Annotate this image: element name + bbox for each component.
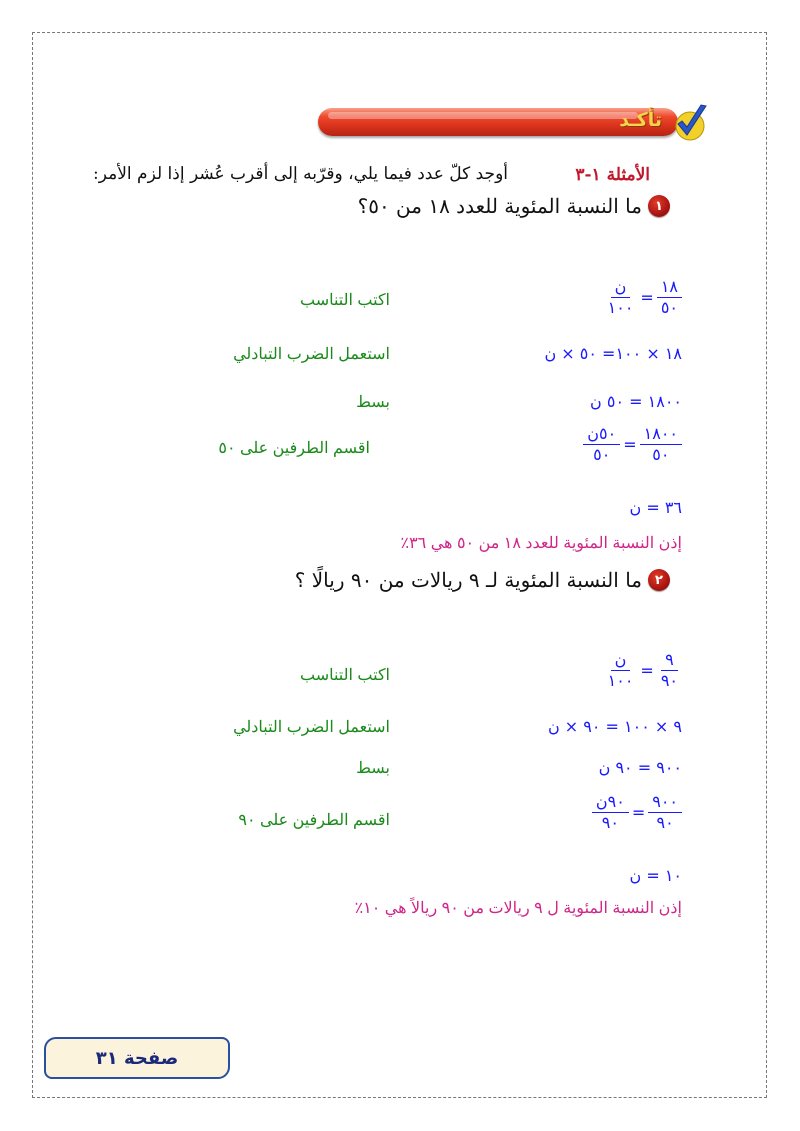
step-proportion: $\frac{٩}{٩٠}$ = $\frac{\text{ن}}{١٠٠}$: [604, 650, 682, 691]
question-number-badge: ١: [648, 195, 670, 217]
step-label: اقسم الطرفين على ٩٠: [238, 812, 390, 829]
step-label: اقسم الطرفين على ٥٠: [218, 440, 370, 457]
page-frame: [32, 32, 767, 1098]
page-number: صفحة ٣١: [95, 1047, 179, 1069]
question-1: [358, 194, 670, 218]
step-label: بسط: [356, 394, 390, 411]
step-proportion: $\frac{١٨}{٥٠}$ = $\frac{\text{ن}}{١٠٠}$: [604, 277, 682, 318]
instruction-text: أوجد كلّ عدد فيما يلي، وقرّبه إلى أقرب عُشر إذا لزم الأمر:: [93, 164, 508, 184]
step-label: استعمل الضرب التبادلي: [233, 346, 390, 363]
step-divide: $\frac{١٨٠٠}{٥٠}$ = $\frac{\text{٥٠ن}}{٥٠}$: [583, 424, 682, 465]
step-result: ١٠ = ن: [629, 866, 682, 885]
step-label: استعمل الضرب التبادلي: [233, 719, 390, 736]
banner-title: تأكـد: [619, 109, 662, 131]
step-math: ١٨٠٠ = ٥٠ ن: [590, 392, 682, 411]
fraction: $\frac{\text{٥٠ن}}{٥٠}$: [583, 424, 620, 465]
question-text: ما النسبة المئوية للعدد ١٨ من ٥٠؟: [357, 194, 642, 218]
fraction: $\frac{٩}{٩٠}$: [660, 650, 678, 690]
fraction: $\frac{\text{ن}}{١٠٠}$: [607, 277, 634, 317]
fraction: $\frac{\text{٩٠ن}}{٩٠}$: [592, 792, 629, 833]
step-divide: $\frac{٩٠٠}{٩٠}$ = $\frac{\text{٩٠ن}}{٩٠}$: [592, 792, 682, 833]
step-label: اكتب التناسب: [299, 292, 390, 309]
question-number-badge: ٢: [648, 569, 670, 591]
step-math: ١٨ × ١٠٠= ٥٠ × ن: [544, 344, 682, 363]
step-math: ٩ × ١٠٠ = ٩٠ × ن: [547, 717, 682, 736]
step-result: ٣٦ = ن: [629, 498, 682, 517]
question-2: [295, 568, 670, 592]
fraction: $\frac{١٨٠٠}{٥٠}$: [640, 424, 682, 465]
question-text: ما النسبة المئوية لـ ٩ ريالات من ٩٠ ريالًا ؟: [294, 568, 642, 592]
conclusion-text: إذن النسبة المئوية ل ٩ ريالات من ٩٠ ريالاً هي ١٠٪: [354, 900, 682, 917]
step-label: بسط: [356, 760, 390, 777]
section-label: الأمثلة ١-٣: [575, 165, 650, 185]
step-label: اكتب التناسب: [299, 667, 390, 684]
fraction: $\frac{١٨}{٥٠}$: [657, 277, 682, 318]
page-number-tag: [44, 1037, 230, 1079]
fraction: $\frac{٩٠٠}{٩٠}$: [648, 792, 682, 833]
confirm-banner: [318, 108, 710, 142]
check-icon: [670, 102, 710, 142]
conclusion-text: إذن النسبة المئوية للعدد ١٨ من ٥٠ هي ٣٦٪: [400, 535, 682, 552]
step-math: ٩٠٠ = ٩٠ ن: [598, 758, 682, 777]
fraction: $\frac{\text{ن}}{١٠٠}$: [607, 650, 634, 690]
